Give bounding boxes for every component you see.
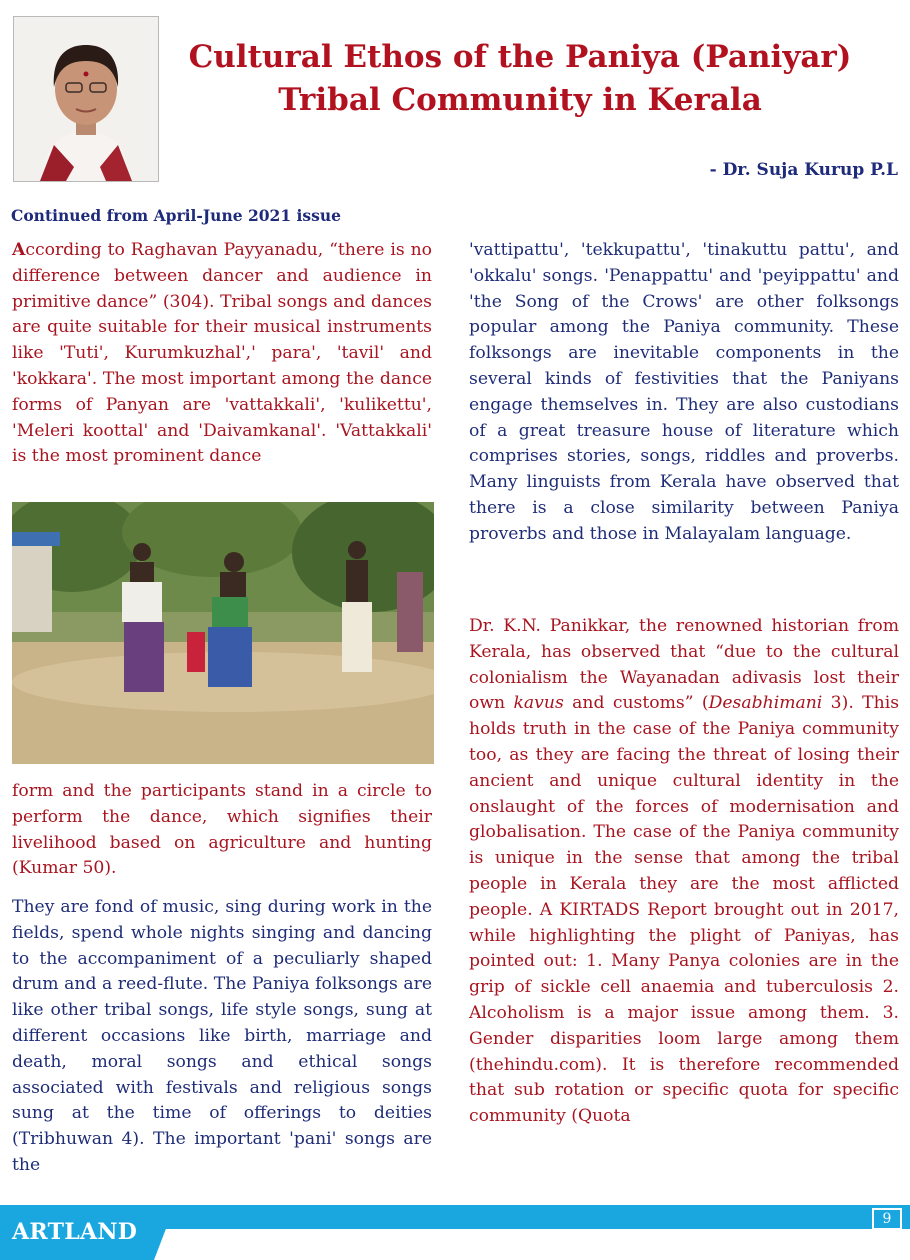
desabhimani-citation: Desabhimani [708,693,823,714]
paragraph-4-part-b: and customs” ( [563,693,709,714]
paragraph-3: 'vattipattu', 'tekkupattu', 'tinakuttu pattu', and 'okkalu' songs. 'Penappattu' and 'peyippattu' and 'the Song of the Crows' are other folksongs popular among the Paniya community. These folksongs are inevitable components in the several kinds of festivities that the Paniyans engage themselves in. They are also custodians of a great treasure house of literature which comprises stories, songs, riddles and proverbs. Many linguists from Kerala have observed that there is a close similarity between Paniya proverbs and those in Malayalam language. [469,240,899,544]
page-number: 9 [872,1208,902,1230]
column-1-continuation [12,779,432,882]
article-title [160,36,880,122]
article-title-line1: Cultural Ethos of the Paniya (Paniyar) [188,39,852,75]
dance-photo [12,502,434,764]
column-1-paragraph-2 [12,895,432,1179]
paragraph-4 [469,614,899,1130]
column-1-top [12,238,432,470]
drop-cap: A [12,240,26,260]
paragraph-4-part-c: 3). This holds truth in the case of the Paniya community too, as they are facing the threat of losing their ancient and unique cultural identity in the onslaught of the forces of modernisation and globalisation. The case of the Paniya community is unique in the sense that among the tribal people in Kerala they are the most afflicted people. A KIRTADS Report brought out in 2017, while highlighting the plight of Paniyas, has pointed out: 1. Many Panya colonies are in the grip of sickle cell anaemia and tuberculosis 2. Alcoholism is a major issue among them. 3. Gender disparities loom large among them (thehindu.com). It is therefore recommended that sub rotation or specific quota for specific community (Quota [469,693,900,1127]
paragraph-1-continued: form and the participants stand in a circle to perform the dance, which signifies their livelihood based on agriculture and hunting (Kumar 50). [12,781,432,879]
column-2-paragraph-2 [469,614,899,1130]
paragraph-1-text: ccording to Raghavan Payyanadu, “there is no difference between dancer and audience in primitive dance” (304). Tribal songs and dances are quite suitable for their musical instruments like 'Tuti', Kurumkuzhal',' para', 'tavil' and 'kokkara'. The most important among the dance forms of Panyan are 'vattakkali', 'kulikettu', 'Meleri koottal' and 'Daivamkanal'. 'Vattakkali' is the most prominent dance [12,240,432,467]
paragraph-1 [12,238,432,470]
column-2-paragraph-1 [469,238,899,548]
magazine-brand: ARTLAND [12,1219,138,1245]
article-author: - Dr. Suja Kurup P.L [709,160,898,180]
author-portrait [13,16,159,182]
paragraph-2: They are fond of music, sing during work in the fields, spend whole nights singing and dancing to the accompaniment of a peculiarly shaped drum and a reed-flute. The Paniya folksongs are like other tribal songs, life style songs, sung at different occasions like birth, marriage and death, moral songs and ethical songs associated with festivals and religious songs sung at the time of offerings to deities (Tribhuwan 4). The important 'pani' songs are the [12,897,432,1175]
paragraph-4-part-a: Dr. K.N. Panikkar, the renowned historian from Kerala, has observed that “due to the cultural colonialism the Wayanadan adivasis lost their own [469,616,899,714]
article-title-line2: Tribal Community in Kerala [278,82,762,118]
kavus-term: kavus [513,693,564,714]
continued-note: Continued from April-June 2021 issue [11,206,341,225]
